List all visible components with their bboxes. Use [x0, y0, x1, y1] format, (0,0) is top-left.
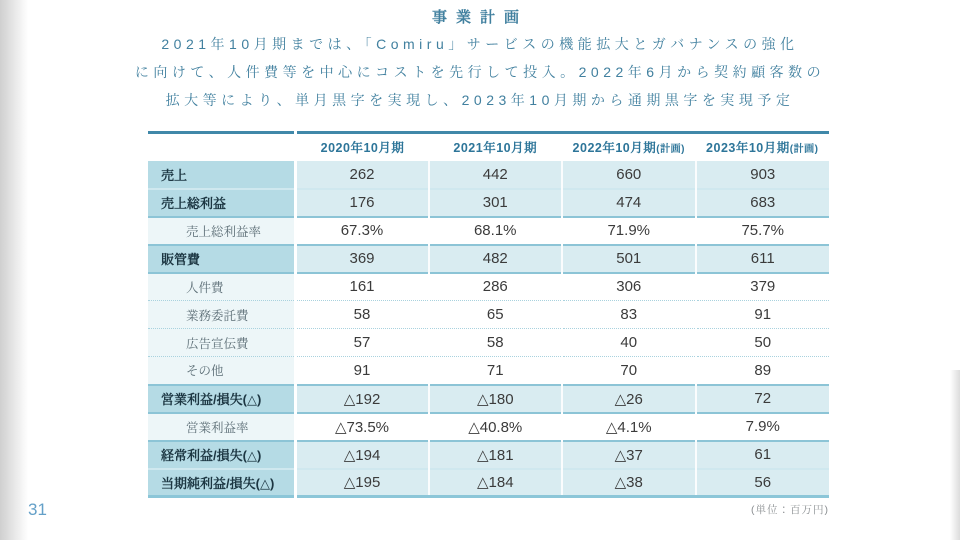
table-cell: △192 — [295, 385, 429, 413]
table-row — [148, 357, 829, 385]
column-header: 2021年10月期 — [429, 133, 563, 161]
table-body — [148, 161, 829, 497]
description-line: 2021年10月期までは、「Comiru」サービスの機能拡大とガバナンスの強化 — [161, 36, 799, 52]
table-row — [148, 301, 829, 329]
table-cell: 482 — [429, 245, 563, 273]
table-row — [148, 217, 829, 245]
row-label: 業務委託費 — [148, 301, 295, 329]
table-row — [148, 189, 829, 217]
table-cell: 58 — [429, 329, 563, 357]
table-row — [148, 273, 829, 301]
plan-suffix: (計画) — [789, 144, 819, 156]
row-label: 販管費 — [148, 245, 295, 273]
plan-suffix: (計画) — [656, 144, 685, 156]
table-cell: 369 — [295, 245, 429, 273]
table-cell: 75.7% — [696, 217, 830, 245]
table-cell: 301 — [429, 189, 563, 217]
column-header: 2022年10月期(計画) — [562, 133, 696, 161]
slide-description — [0, 30, 960, 114]
table-cell: 176 — [295, 189, 429, 217]
row-label: 人件費 — [148, 273, 295, 301]
table-cell: 286 — [429, 273, 563, 301]
table-cell: △194 — [295, 441, 429, 469]
page-number: 31 — [28, 500, 47, 519]
table-cell: 91 — [696, 301, 830, 329]
table-cell: 61 — [696, 441, 830, 469]
slide-title: 事業計画 — [431, 9, 528, 26]
row-label: 経常利益/損失(△) — [148, 441, 295, 469]
table-cell: 903 — [696, 161, 830, 189]
table-row — [148, 413, 829, 441]
table-cell: △73.5% — [295, 413, 429, 441]
table-cell: 379 — [696, 273, 830, 301]
table-cell: 161 — [295, 273, 429, 301]
table-cell: 7.9% — [696, 413, 830, 441]
table-cell: 683 — [696, 189, 830, 217]
row-label: その他 — [148, 357, 295, 385]
table-cell: △38 — [562, 469, 696, 497]
table-cell: 57 — [295, 329, 429, 357]
table-cell: 71 — [429, 357, 563, 385]
table-row — [148, 161, 829, 189]
row-label: 営業利益率 — [148, 413, 295, 441]
row-label: 当期純利益/損失(△) — [148, 469, 295, 497]
table-row — [148, 441, 829, 469]
table-row — [148, 329, 829, 357]
table-cell: 67.3% — [295, 217, 429, 245]
description-line: 拡大等により、単月黒字を実現し、2023年10月期から通期黒字を実現予定 — [165, 92, 795, 108]
table-cell: 474 — [562, 189, 696, 217]
table-cell: 306 — [562, 273, 696, 301]
description-line: に向けて、人件費等を中心にコストを先行して投入。2022年6月から契約顧客数の — [134, 64, 826, 80]
table-cell: 68.1% — [429, 217, 563, 245]
table-cell: 611 — [696, 245, 830, 273]
table-header-row — [148, 133, 829, 161]
table-cell: 50 — [696, 329, 830, 357]
table-cell: 65 — [429, 301, 563, 329]
table-cell: △180 — [429, 385, 563, 413]
table-cell: 83 — [562, 301, 696, 329]
financial-plan-table — [148, 131, 829, 498]
row-label: 売上 — [148, 161, 295, 189]
table-cell: 442 — [429, 161, 563, 189]
table-corner-cell — [148, 133, 295, 161]
table-cell: 71.9% — [562, 217, 696, 245]
column-header: 2023年10月期(計画) — [696, 133, 830, 161]
table-cell: 72 — [696, 385, 830, 413]
table-row — [148, 245, 829, 273]
row-label: 売上総利益 — [148, 189, 295, 217]
row-label: 売上総利益率 — [148, 217, 295, 245]
column-header: 2020年10月期 — [295, 133, 429, 161]
row-label: 広告宣伝費 — [148, 329, 295, 357]
table-cell: 70 — [562, 357, 696, 385]
table-row — [148, 385, 829, 413]
table-cell: △40.8% — [429, 413, 563, 441]
table-cell: 56 — [696, 469, 830, 497]
table-cell: △195 — [295, 469, 429, 497]
table-cell: △181 — [429, 441, 563, 469]
table-cell: △26 — [562, 385, 696, 413]
table-cell: 91 — [295, 357, 429, 385]
table-cell: △4.1% — [562, 413, 696, 441]
unit-note: (単位：百万円) — [751, 504, 829, 516]
right-edge-shadow — [950, 370, 960, 540]
table-cell: 262 — [295, 161, 429, 189]
table-row — [148, 469, 829, 497]
row-label: 営業利益/損失(△) — [148, 385, 295, 413]
table-cell: 58 — [295, 301, 429, 329]
table-cell: 89 — [696, 357, 830, 385]
table-cell: 501 — [562, 245, 696, 273]
table-cell: 660 — [562, 161, 696, 189]
table-cell: △184 — [429, 469, 563, 497]
table-cell: 40 — [562, 329, 696, 357]
table-cell: △37 — [562, 441, 696, 469]
